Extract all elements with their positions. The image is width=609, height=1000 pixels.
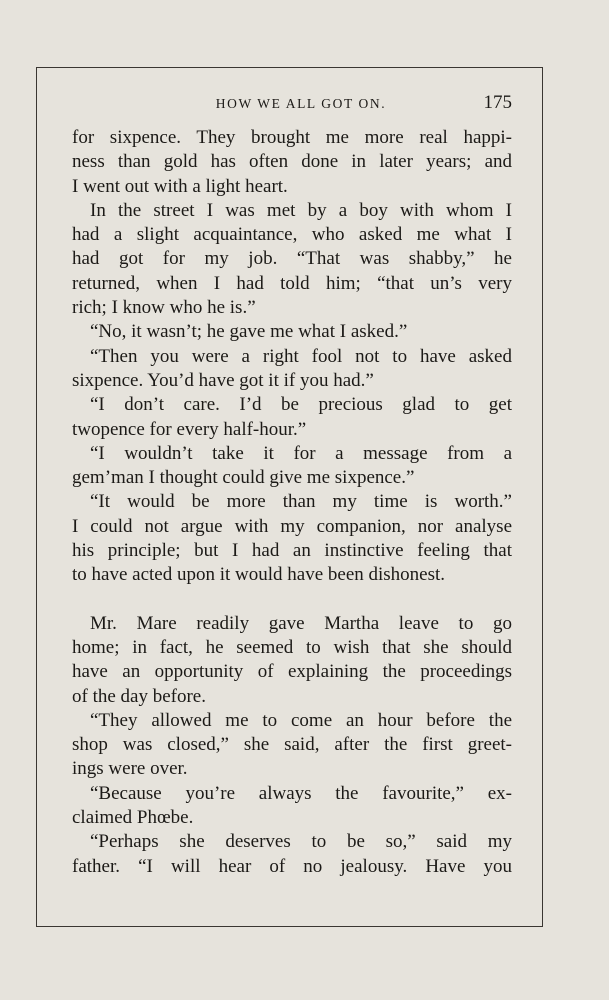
text-line: “It would be more than my time is worth.”	[90, 491, 512, 513]
text-line: had got for my job. “That was shabby,” he	[72, 248, 512, 270]
text-line: rich; I know who he is.”	[72, 297, 256, 319]
text-line: had a slight acquaintance, who asked me what I	[72, 224, 512, 246]
text-line: to have acted upon it would have been dishonest.	[72, 564, 446, 586]
text-line: “Because you’re always the favourite,” ex-	[90, 782, 512, 804]
text-line: returned, when I had told him; “that un’s very	[72, 272, 512, 294]
body-text	[72, 126, 512, 879]
text-line: “Then you were a right fool not to have asked	[90, 345, 512, 367]
text-line: shop was closed,” she said, after the first greet-	[72, 734, 512, 756]
page-header	[72, 92, 512, 118]
text-line: Mr. Mare readily gave Martha leave to go	[90, 612, 512, 634]
text-line: “I wouldn’t take it for a message from a	[90, 442, 512, 464]
text-line: sixpence. You’d have got it if you had.”	[72, 369, 374, 391]
text-line: of the day before.	[72, 685, 206, 707]
text-line: ings were over.	[72, 758, 188, 780]
text-line: “Perhaps she deserves to be so,” said my	[90, 831, 512, 853]
text-line: I could not argue with my companion, nor analyse	[72, 515, 512, 537]
text-line: “No, it wasn’t; he gave me what I asked.”	[90, 321, 408, 343]
text-line: ness than gold has often done in later years; and	[72, 151, 512, 173]
running-head: HOW WE ALL GOT ON.	[215, 96, 387, 111]
text-line: for sixpence. They brought me more real happi-	[72, 127, 512, 148]
text-line: “They allowed me to come an hour before the	[90, 709, 512, 731]
text-line: gem’man I thought could give me sixpence.”	[72, 467, 415, 489]
page-number: 175	[483, 92, 512, 113]
text-line: In the street I was met by a boy with whom I	[90, 199, 512, 221]
text-line: have an opportunity of explaining the proceedings	[72, 661, 512, 683]
text-line: I went out with a light heart.	[72, 175, 288, 197]
text-line: father. “I will hear of no jealousy. Have you	[72, 855, 512, 877]
text-line: twopence for every half-hour.”	[72, 418, 307, 440]
text-line: claimed Phœbe.	[72, 807, 194, 829]
text-line: “I don’t care. I’d be precious glad to get	[90, 394, 512, 416]
text-line: home; in fact, he seemed to wish that she should	[72, 636, 512, 658]
text-line: his principle; but I had an instinctive feeling that	[72, 540, 512, 562]
